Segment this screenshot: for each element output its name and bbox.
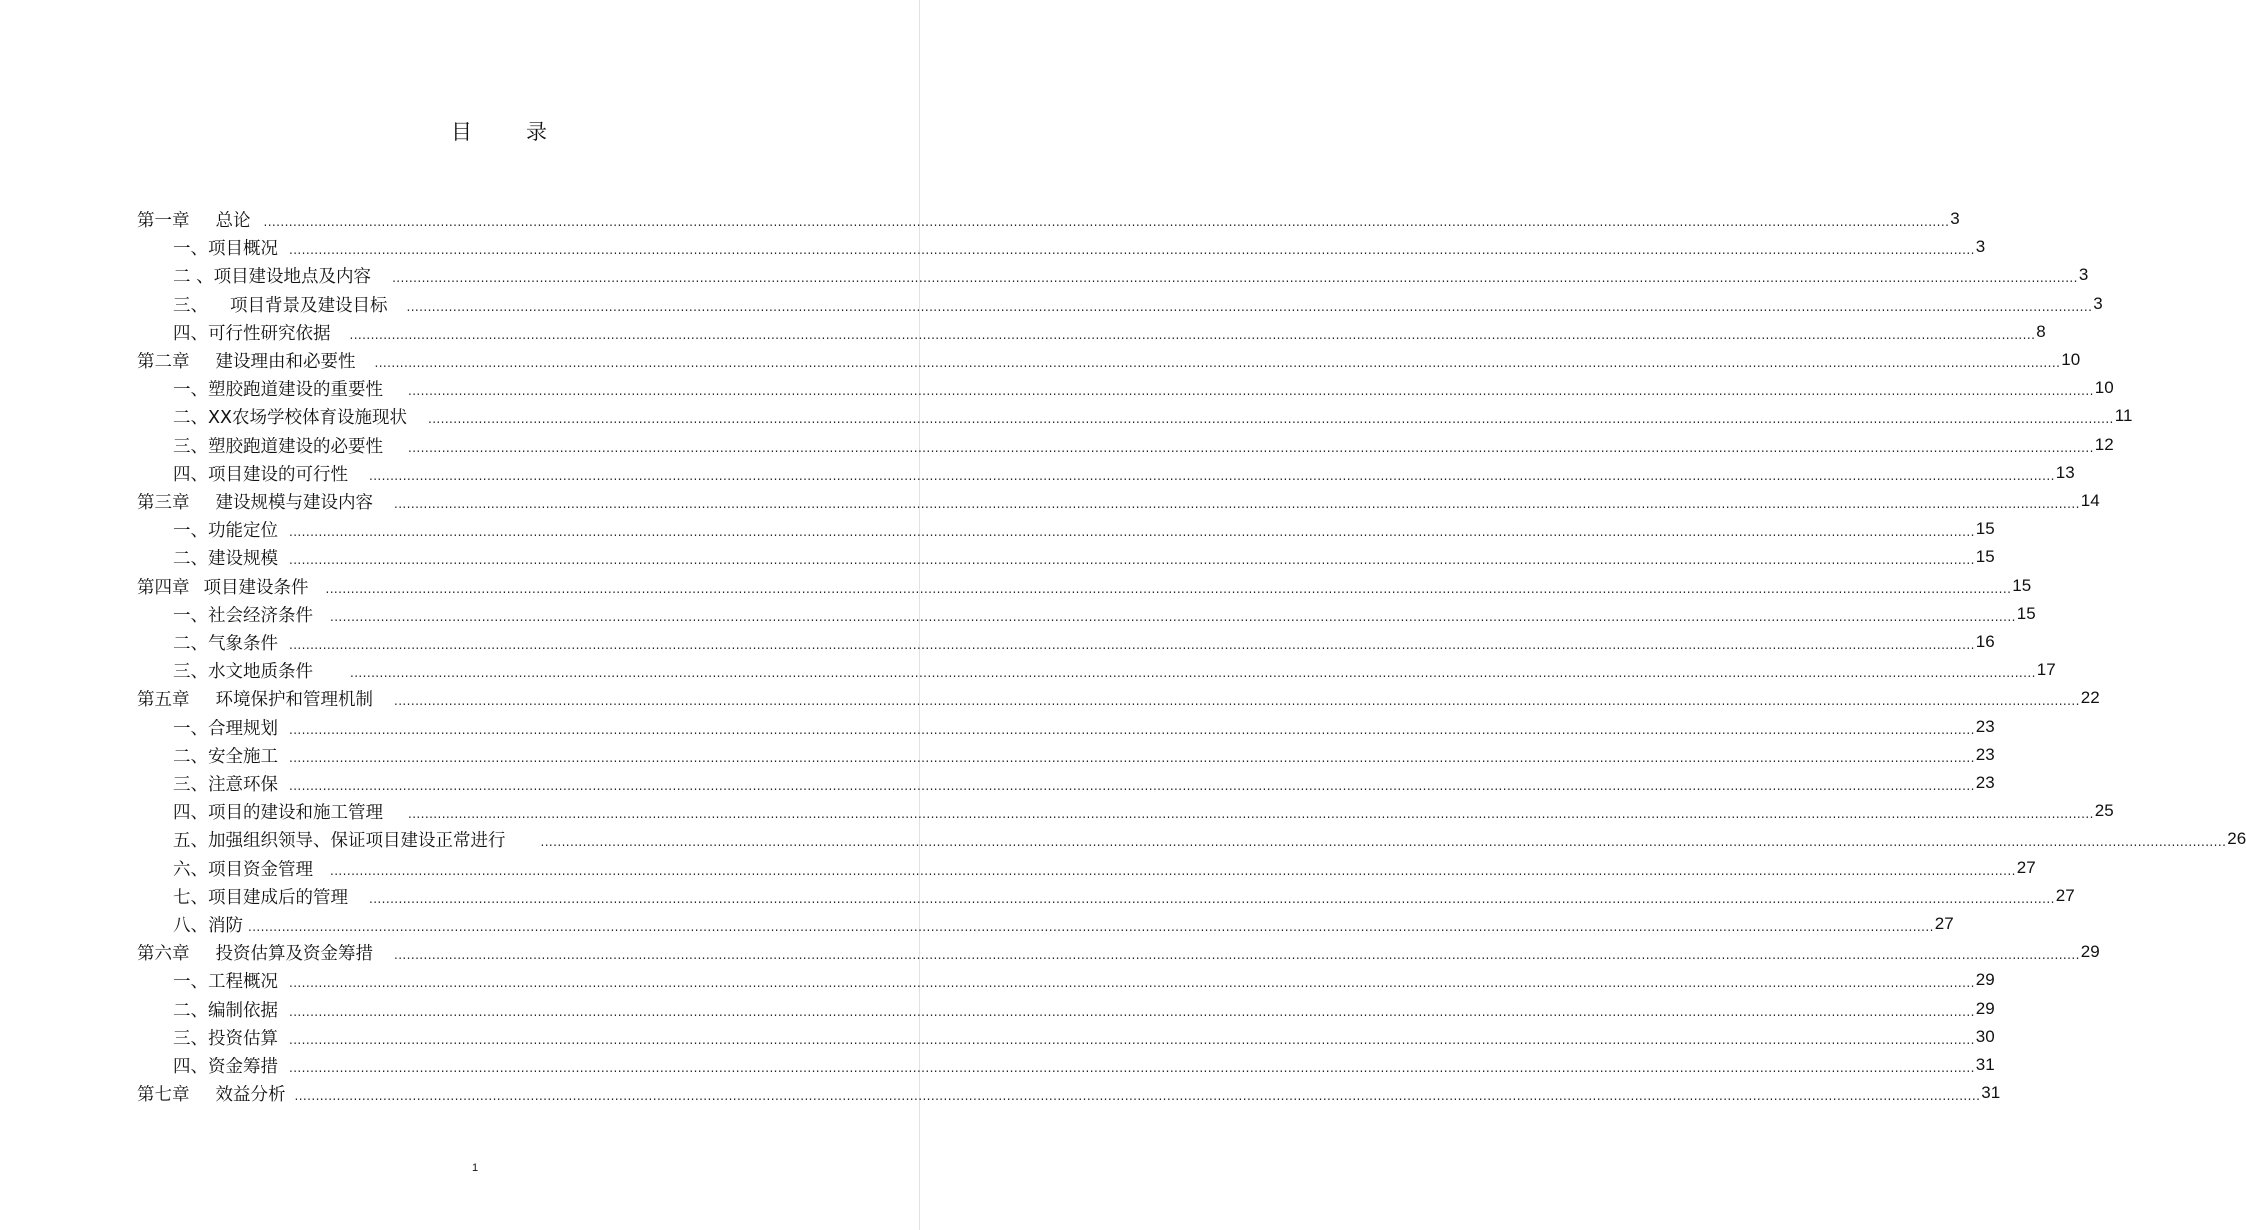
toc-section-row[interactable] [173,656,2056,684]
toc-section-row[interactable] [173,628,1995,656]
toc-label: 七、项目建成后的管理 [173,887,348,908]
toc-page-number: 22 [2080,688,2100,707]
toc-leader-dots: ................................................................................................................................................................................................................................................................................................................................................................................................................ [289,723,1975,737]
toc-page-number: 27 [2016,858,2036,877]
toc-label: 三、注意环保 [173,774,278,795]
toc-chapter-row[interactable] [137,487,2100,515]
toc-page-number: 29 [2080,942,2100,961]
toc-page-number: 31 [1981,1083,2001,1102]
toc-leader-dots: ................................................................................................................................................................................................................................................................................................................................................................................................................ [325,582,2012,596]
toc-label: 第四章 [137,577,190,598]
toc-title: 总论 [215,210,251,231]
toc-leader-dots: ................................................................................................................................................................................................................................................................................................................................................................................................................ [294,1089,1981,1103]
toc-page-number: 15 [1975,547,1995,566]
page-number: 1 [471,1162,479,1174]
toc-page-number: 10 [2094,378,2114,397]
toc-label: 四、项目建设的可行性 [173,464,348,485]
toc-section-row[interactable] [173,797,2114,825]
toc-section-row[interactable] [173,290,2103,318]
toc-leader-dots: ................................................................................................................................................................................................................................................................................................................................................................................................................ [330,610,2016,624]
toc-title: 效益分析 [215,1084,286,1105]
toc-page-number: 27 [1934,914,1954,933]
toc-page-number: 11 [2114,406,2133,425]
toc-leader-dots: ................................................................................................................................................................................................................................................................................................................................................................................................................ [330,864,2016,878]
toc-section-row[interactable] [173,233,1986,261]
toc-label: 第三章 [137,492,190,513]
toc-leader-dots: ................................................................................................................................................................................................................................................................................................................................................................................................................ [406,300,2093,314]
toc-section-row[interactable] [173,854,2036,882]
toc-section-row[interactable] [173,910,1954,938]
toc-page-number: 30 [1975,1027,1995,1046]
toc-leader-dots: ................................................................................................................................................................................................................................................................................................................................................................................................................ [408,441,2094,455]
toc-leader-dots: ................................................................................................................................................................................................................................................................................................................................................................................................................ [350,666,2036,680]
toc-section-row[interactable] [173,1023,1995,1051]
toc-section-row[interactable] [173,966,1995,994]
toc-label: 三、投资估算 [173,1028,278,1049]
toc-label: 四、项目的建设和施工管理 [173,802,383,823]
toc-label: 一、社会经济条件 [173,605,313,626]
toc-leader-dots: ................................................................................................................................................................................................................................................................................................................................................................................................................ [289,1061,1975,1075]
toc-leader-dots: ................................................................................................................................................................................................................................................................................................................................................................................................................ [289,525,1975,539]
toc-label: 二 、项目建设地点及内容 [173,266,372,287]
toc-chapter-row[interactable] [137,205,1960,233]
toc-leader-dots: ................................................................................................................................................................................................................................................................................................................................................................................................................ [289,1005,1975,1019]
toc-section-row[interactable] [173,402,2133,430]
toc-leader-dots: ................................................................................................................................................................................................................................................................................................................................................................................................................ [289,638,1975,652]
toc-page-number: 23 [1975,745,1995,764]
toc-leader-dots: ................................................................................................................................................................................................................................................................................................................................................................................................................ [289,243,1975,257]
toc-page-number: 29 [1975,970,1995,989]
toc-section-row[interactable] [173,374,2114,402]
toc-chapter-row[interactable] [137,1079,2001,1107]
toc-page-number: 23 [1975,717,1995,736]
toc-chapter-row[interactable] [137,684,2100,712]
title-char-2: 录 [526,120,549,144]
toc-label: 第七章 [137,1084,190,1105]
toc-title: 环境保护和管理机制 [215,689,373,710]
toc-leader-dots: ................................................................................................................................................................................................................................................................................................................................................................................................................ [349,328,2036,342]
toc-page-number: 27 [2055,886,2075,905]
toc-page-number: 15 [1975,519,1995,538]
toc-section-row[interactable] [173,825,2246,853]
toc-title: 投资估算及资金筹措 [215,943,373,964]
toc-label: 三、塑胶跑道建设的必要性 [173,436,383,457]
toc-section-row[interactable] [173,1051,1995,1079]
toc-leader-dots: ................................................................................................................................................................................................................................................................................................................................................................................................................ [408,384,2094,398]
toc-leader-dots: ................................................................................................................................................................................................................................................................................................................................................................................................................ [289,553,1975,567]
toc-label: 二、编制依据 [173,1000,278,1021]
toc-label: 一、功能定位 [173,520,278,541]
toc-page-number: 8 [2036,322,2046,341]
toc-label: 一、工程概况 [173,971,278,992]
toc-page-number: 26 [2227,829,2246,848]
toc-title: 建设规模与建设内容 [215,492,373,513]
toc-chapter-row[interactable] [137,938,2100,966]
toc-section-row[interactable] [173,261,2089,289]
page-title [0,116,1000,146]
toc-page-number: 3 [1975,237,1986,256]
toc-page-number: 13 [2055,463,2075,482]
toc-section-row[interactable] [173,431,2114,459]
toc-leader-dots: ................................................................................................................................................................................................................................................................................................................................................................................................................ [427,412,2114,426]
toc-section-row[interactable] [173,459,2075,487]
toc-section-row[interactable] [173,515,1995,543]
toc-chapter-row[interactable] [137,346,2081,374]
toc-section-row[interactable] [173,600,2036,628]
toc-page-number: 15 [2012,576,2032,595]
toc-leader-dots: ................................................................................................................................................................................................................................................................................................................................................................................................................ [248,920,1934,934]
toc-leader-dots: ................................................................................................................................................................................................................................................................................................................................................................................................................ [289,976,1975,990]
toc-page-number: 16 [1975,632,1995,651]
toc-label: 第一章 [137,210,190,231]
toc-label: 第五章 [137,689,190,710]
toc-title: 建设理由和必要性 [215,351,356,372]
toc-page-number: 12 [2094,435,2114,454]
toc-page-number: 25 [2094,801,2114,820]
toc-title: 项目建设条件 [203,577,309,598]
toc-page-number: 23 [1975,773,1995,792]
toc-label: 第六章 [137,943,190,964]
toc-leader-dots: ................................................................................................................................................................................................................................................................................................................................................................................................................ [289,751,1975,765]
toc-leader-dots: ................................................................................................................................................................................................................................................................................................................................................................................................................ [369,892,2055,906]
toc-section-row[interactable] [173,882,2075,910]
toc-page-number: 15 [2016,604,2036,623]
toc-label: 二、建设规模 [173,548,278,569]
toc-leader-dots: ................................................................................................................................................................................................................................................................................................................................................................................................................ [289,1033,1975,1047]
toc-label: 二、气象条件 [173,633,278,654]
toc-label: 五、加强组织领导、保证项目建设正常进行 [173,830,506,851]
toc-leader-dots: ................................................................................................................................................................................................................................................................................................................................................................................................................ [374,356,2061,370]
toc-page-number: 14 [2080,491,2100,510]
toc-leader-dots: ................................................................................................................................................................................................................................................................................................................................................................................................................ [369,469,2055,483]
toc-label: 三、 [173,295,208,316]
toc-section-row[interactable] [173,741,1995,769]
toc-chapter-row[interactable] [137,572,2032,600]
toc-page-number: 3 [2093,294,2103,313]
toc-section-row[interactable] [173,995,1995,1023]
toc-page-number: 10 [2061,350,2081,369]
toc-label: 二、安全施工 [173,746,278,767]
toc-leader-dots: ................................................................................................................................................................................................................................................................................................................................................................................................................ [394,497,2080,511]
toc-title: 项目背景及建设目标 [230,295,388,316]
toc-page-number: 29 [1975,999,1995,1018]
toc-leader-dots: ................................................................................................................................................................................................................................................................................................................................................................................................................ [408,807,2094,821]
toc-section-row[interactable] [173,318,2046,346]
toc-leader-dots: ................................................................................................................................................................................................................................................................................................................................................................................................................ [540,835,2227,849]
toc-label: 四、可行性研究依据 [173,323,331,344]
title-char-1: 目 [451,120,474,144]
toc-label: 二、XX农场学校体育设施现状 [173,407,407,428]
toc-label: 六、项目资金管理 [173,859,313,880]
toc-section-row[interactable] [173,713,1995,741]
toc-label: 三、水文地质条件 [173,661,313,682]
toc-label: 四、资金筹措 [173,1056,278,1077]
toc-label: 八、消防 [173,915,243,936]
toc-page-number: 3 [2078,265,2089,284]
toc-section-row[interactable] [173,769,1995,797]
toc-page-number: 31 [1975,1055,1995,1074]
toc-label: 一、塑胶跑道建设的重要性 [173,379,383,400]
toc-page-number: 17 [2036,660,2056,679]
toc-label: 一、合理规划 [173,718,278,739]
toc-label: 一、项目概况 [173,238,278,259]
toc-leader-dots: ................................................................................................................................................................................................................................................................................................................................................................................................................ [263,215,1950,229]
toc-section-row[interactable] [173,543,1995,571]
toc-page-number: 3 [1950,209,1960,228]
toc-leader-dots: ................................................................................................................................................................................................................................................................................................................................................................................................................ [394,694,2080,708]
toc-leader-dots: ................................................................................................................................................................................................................................................................................................................................................................................................................ [394,948,2080,962]
toc-label: 第二章 [137,351,190,372]
toc-leader-dots: ................................................................................................................................................................................................................................................................................................................................................................................................................ [289,779,1975,793]
toc-leader-dots: ................................................................................................................................................................................................................................................................................................................................................................................................................ [392,271,2078,285]
